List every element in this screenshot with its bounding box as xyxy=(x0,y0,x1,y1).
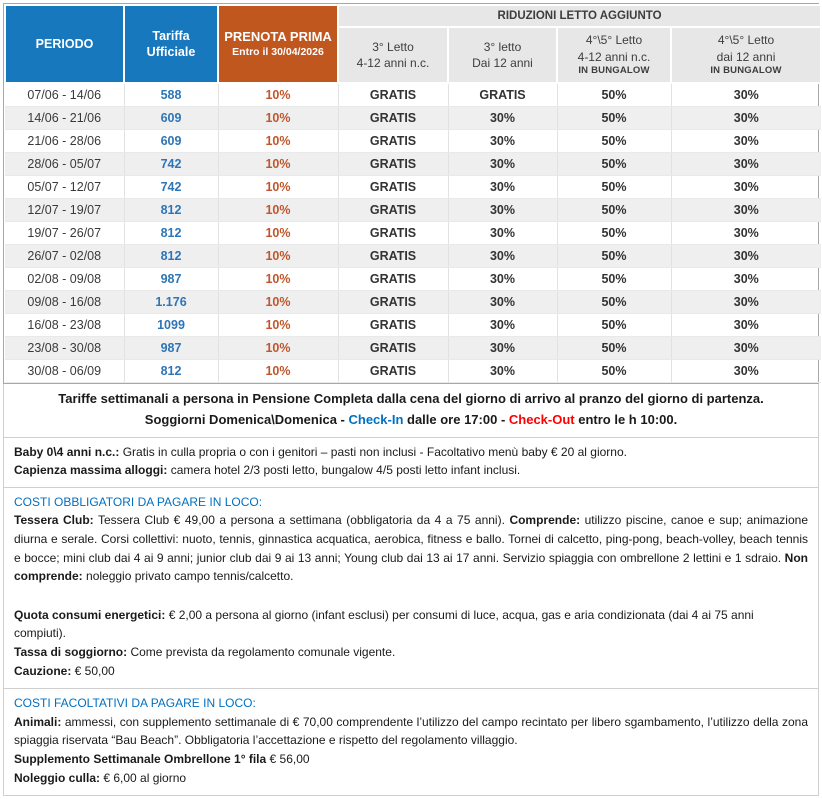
riduzione-45letto-412-cell: 50% xyxy=(557,130,671,153)
period-cell: 16/08 - 23/08 xyxy=(5,314,124,337)
prenota-cell: 10% xyxy=(218,268,338,291)
riduzione-3letto-dai12-cell: 30% xyxy=(448,360,557,383)
tariffa-cell: 812 xyxy=(124,360,218,383)
costi-obbligatori-box xyxy=(3,488,819,689)
tariffa-cell: 588 xyxy=(124,83,218,107)
table-row xyxy=(5,337,821,360)
tariffa-cell: 1.176 xyxy=(124,291,218,314)
spacer xyxy=(14,586,808,606)
riduzione-45letto-412-cell: 50% xyxy=(557,222,671,245)
riduzione-3letto-412-cell: GRATIS xyxy=(338,337,448,360)
riduzione-3letto-412-cell: GRATIS xyxy=(338,360,448,383)
period-cell: 14/06 - 21/06 xyxy=(5,107,124,130)
table-row xyxy=(5,268,821,291)
costi-facoltativi-heading: COSTI FACOLTATIVI DA PAGARE IN LOCO: xyxy=(14,696,256,711)
table-row xyxy=(5,245,821,268)
terzo-letto-412-header: 3° Letto 4-12 anni n.c. xyxy=(338,27,448,83)
table-row xyxy=(5,107,821,130)
riduzione-3letto-dai12-cell: 30% xyxy=(448,153,557,176)
prenota-cell: 10% xyxy=(218,130,338,153)
riduzione-3letto-412-cell: GRATIS xyxy=(338,268,448,291)
riduzione-45letto-dai12-cell: 30% xyxy=(671,291,821,314)
riduzione-3letto-dai12-cell: 30% xyxy=(448,107,557,130)
cauzione-note: Cauzione: € 50,00 xyxy=(14,663,115,678)
riduzione-45letto-dai12-cell: 30% xyxy=(671,360,821,383)
riduzione-3letto-412-cell: GRATIS xyxy=(338,314,448,337)
riduzione-45letto-412-cell: 50% xyxy=(557,153,671,176)
costi-facoltativi-box xyxy=(3,689,819,796)
tariffa-cell: 742 xyxy=(124,153,218,176)
prenota-cell: 10% xyxy=(218,360,338,383)
riduzione-3letto-dai12-cell: 30% xyxy=(448,291,557,314)
prenota-cell: 10% xyxy=(218,291,338,314)
table-row xyxy=(5,222,821,245)
riduzione-3letto-dai12-cell: 30% xyxy=(448,199,557,222)
riduzione-45letto-412-cell: 50% xyxy=(557,83,671,107)
riduzione-3letto-412-cell: GRATIS xyxy=(338,83,448,107)
period-cell: 12/07 - 19/07 xyxy=(5,199,124,222)
periodo-column-header xyxy=(5,5,124,83)
costi-obbligatori-heading: COSTI OBBLIGATORI DA PAGARE IN LOCO: xyxy=(14,494,263,509)
riduzione-45letto-dai12-cell: 30% xyxy=(671,199,821,222)
animali-paragraph: Animali: ammessi, con supplemento settimanale di € 70,00 comprendente l’utilizzo del campo recintato per libero sgambamento, l’utilizzo della zona spiaggia riservata “Bau Beach”. Obbligatoria l’accettazione e rispetto del regolamento villaggio. xyxy=(14,714,808,748)
table-row xyxy=(5,130,821,153)
prenota-cell: 10% xyxy=(218,153,338,176)
riduzione-45letto-412-cell: 50% xyxy=(557,245,671,268)
tariffa-cell: 742 xyxy=(124,176,218,199)
riduzione-3letto-dai12-cell: 30% xyxy=(448,314,557,337)
baby-capienza-box xyxy=(3,438,819,488)
period-cell: 05/07 - 12/07 xyxy=(5,176,124,199)
tariffa-cell: 812 xyxy=(124,245,218,268)
period-cell: 26/07 - 02/08 xyxy=(5,245,124,268)
price-table xyxy=(4,4,822,383)
riduzione-3letto-412-cell: GRATIS xyxy=(338,199,448,222)
baby-note: Baby 0\4 anni n.c.: Gratis in culla propria o con i genitori – pasti non inclusi - Facoltativo menù baby € 20 al giorno. xyxy=(14,444,627,459)
riduzione-3letto-dai12-cell: 30% xyxy=(448,337,557,360)
riduzione-45letto-dai12-cell: 30% xyxy=(671,245,821,268)
riduzioni-group-header: RIDUZIONI LETTO AGGIUNTO xyxy=(338,5,821,27)
checkin-checkout-line: Soggiorni Domenica\Domenica - Check-In dalle ore 17:00 - Check-Out entro le h 10:00. xyxy=(144,411,678,427)
tessera-club-paragraph: Tessera Club: Tessera Club € 49,00 a persona a settimana (obbligatoria da 4 a 75 anni). Comprende: utilizzo piscine, canoe e sup; animazione diurna e serale. Corsi collettivi: nuoto, tennis, ginnastica acquatica, aerobica, fitness e ballo. Tornei di calcetto, ping-pong, beach-volley, beach tennis e bocce; mini club dai 4 ai 9 anni; junior club dai 9 ai 13 anni; Young club dai 13 ai 17 anni. Servizio spiaggia con ombrellone 2 lettini e 1 sdraio. Non comprende: noleggio privato campo tennis/calcetto. xyxy=(14,513,808,584)
riduzione-3letto-dai12-cell: 30% xyxy=(448,222,557,245)
riduzione-3letto-412-cell: GRATIS xyxy=(338,176,448,199)
riduzione-45letto-412-cell: 50% xyxy=(557,107,671,130)
period-cell: 07/06 - 14/06 xyxy=(5,83,124,107)
noleggio-culla-note: Noleggio culla: € 6,00 al giorno xyxy=(14,770,187,785)
period-cell: 19/07 - 26/07 xyxy=(5,222,124,245)
tariffa-cell: 609 xyxy=(124,107,218,130)
riduzione-3letto-412-cell: GRATIS xyxy=(338,222,448,245)
riduzione-3letto-dai12-cell: 30% xyxy=(448,130,557,153)
terzo-letto-dai12-header: 3° letto Dai 12 anni xyxy=(448,27,557,83)
riduzione-45letto-412-cell: 50% xyxy=(557,291,671,314)
riduzione-45letto-412-cell: 50% xyxy=(557,314,671,337)
table-row xyxy=(5,153,821,176)
table-row xyxy=(5,314,821,337)
capienza-note: Capienza massima alloggi: camera hotel 2/3 posti letto, bungalow 4/5 posti letto infant inclusi. xyxy=(14,463,521,478)
quarto-quinto-letto-412-header: 4°\5° Letto 4-12 anni n.c. IN BUNGALOW xyxy=(557,27,671,83)
tariffa-cell: 609 xyxy=(124,130,218,153)
riduzione-45letto-412-cell: 50% xyxy=(557,268,671,291)
prenota-cell: 10% xyxy=(218,314,338,337)
supplemento-ombrellone-note: Supplemento Settimanale Ombrellone 1° fila € 56,00 xyxy=(14,751,310,766)
riduzione-45letto-412-cell: 50% xyxy=(557,199,671,222)
table-row xyxy=(5,199,821,222)
prenota-cell: 10% xyxy=(218,176,338,199)
table-row xyxy=(5,83,821,107)
period-cell: 23/08 - 30/08 xyxy=(5,337,124,360)
prenota-cell: 10% xyxy=(218,337,338,360)
riduzione-3letto-dai12-cell: 30% xyxy=(448,176,557,199)
riduzione-3letto-dai12-cell: 30% xyxy=(448,268,557,291)
table-row xyxy=(5,291,821,314)
riduzione-3letto-412-cell: GRATIS xyxy=(338,130,448,153)
tariffa-cell: 812 xyxy=(124,199,218,222)
riduzione-45letto-dai12-cell: 30% xyxy=(671,268,821,291)
tariffa-cell: 987 xyxy=(124,268,218,291)
period-cell: 09/08 - 16/08 xyxy=(5,291,124,314)
riduzione-45letto-dai12-cell: 30% xyxy=(671,314,821,337)
weekly-rates-line: Tariffe settimanali a persona in Pensione Completa dalla cena del giorno di arrivo al pranzo del giorno di partenza. xyxy=(58,391,764,406)
period-cell: 28/06 - 05/07 xyxy=(5,153,124,176)
riduzione-45letto-412-cell: 50% xyxy=(557,176,671,199)
tariffa-column-header: Tariffa Ufficiale xyxy=(124,5,218,83)
prenota-cell: 10% xyxy=(218,199,338,222)
riduzione-45letto-412-cell: 50% xyxy=(557,360,671,383)
table-row xyxy=(5,176,821,199)
period-cell: 21/06 - 28/06 xyxy=(5,130,124,153)
tariffa-cell: 1099 xyxy=(124,314,218,337)
riduzione-45letto-dai12-cell: 30% xyxy=(671,83,821,107)
tariffa-cell: 987 xyxy=(124,337,218,360)
check-out-label: Check-Out xyxy=(508,411,575,427)
riduzione-45letto-412-cell: 50% xyxy=(557,337,671,360)
prenota-cell: 10% xyxy=(218,83,338,107)
tariffa-cell: 812 xyxy=(124,222,218,245)
prenota-cell: 10% xyxy=(218,222,338,245)
riduzione-45letto-dai12-cell: 30% xyxy=(671,130,821,153)
riduzione-45letto-dai12-cell: 30% xyxy=(671,153,821,176)
riduzione-3letto-412-cell: GRATIS xyxy=(338,153,448,176)
riduzione-3letto-dai12-cell: 30% xyxy=(448,245,557,268)
riduzione-3letto-412-cell: GRATIS xyxy=(338,245,448,268)
riduzione-3letto-dai12-cell: GRATIS xyxy=(448,83,557,107)
riduzione-45letto-dai12-cell: 30% xyxy=(671,107,821,130)
riduzione-3letto-412-cell: GRATIS xyxy=(338,107,448,130)
riduzione-45letto-dai12-cell: 30% xyxy=(671,222,821,245)
prenota-cell: 10% xyxy=(218,245,338,268)
prenota-prima-column-header: PRENOTA PRIMA Entro il 30/04/2026 xyxy=(218,5,338,83)
price-table-container xyxy=(3,3,819,384)
period-cell: 02/08 - 09/08 xyxy=(5,268,124,291)
period-cell: 30/08 - 06/09 xyxy=(5,360,124,383)
quota-energetici-note: Quota consumi energetici: € 2,00 a persona al giorno (infant esclusi) per consumi di luce, acqua, gas e aria condizionata (dai 4 ai 75 anni compiuti). xyxy=(14,607,754,641)
prenota-cell: 10% xyxy=(218,107,338,130)
quarto-quinto-letto-dai12-header: 4°\5° Letto dai 12 anni IN BUNGALOW xyxy=(671,27,821,83)
tassa-soggiorno-note: Tassa di soggiorno: Come prevista da regolamento comunale vigente. xyxy=(14,644,396,659)
check-in-label: Check-In xyxy=(348,411,404,427)
table-row xyxy=(5,360,821,383)
riduzione-45letto-dai12-cell: 30% xyxy=(671,176,821,199)
periodo-label: PERIODO xyxy=(35,36,94,51)
riduzione-45letto-dai12-cell: 30% xyxy=(671,337,821,360)
riduzione-3letto-412-cell: GRATIS xyxy=(338,291,448,314)
tariff-summary-box xyxy=(3,384,819,438)
